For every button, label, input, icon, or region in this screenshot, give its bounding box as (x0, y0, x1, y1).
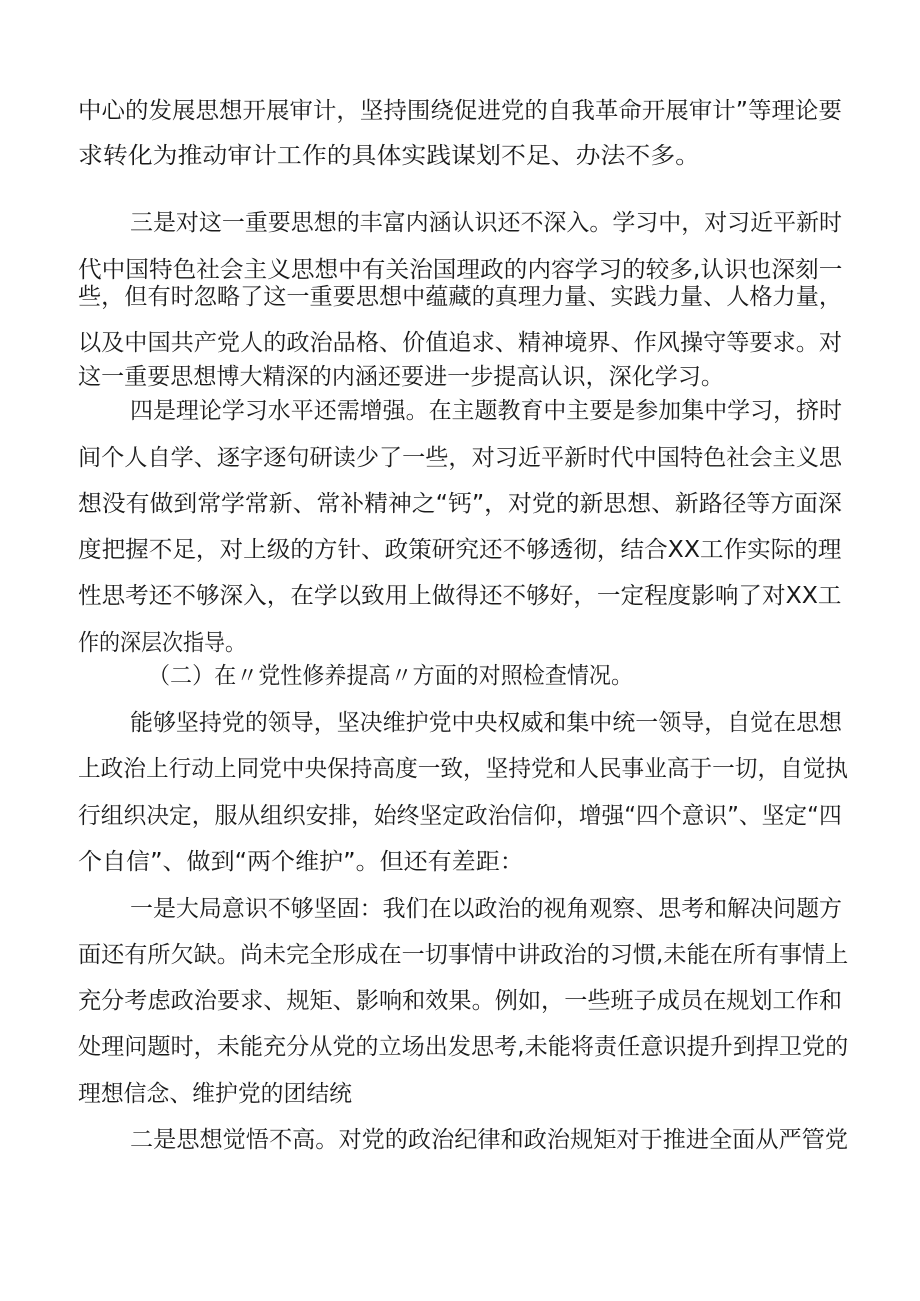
text-line: 二是思想觉悟不高。对党的政治纪律和政治规矩对于推进全面从严管党 (130, 1127, 848, 1153)
text-line: 一是大局意识不够坚固：我们在以政治的视角观察、思考和解决问题方 (130, 896, 843, 922)
text-line: 上政治上行动上同党中央保持高度一致，坚持党和人民事业高于一切，自觉执 (78, 756, 849, 782)
text-line: 以及中国共产党人的政治品格、价值追求、精神境界、作风操守等要求。对 (78, 330, 843, 356)
text-line: 代中国特色社会主义思想中有关治国理政的内容学习的较多,认识也深刻一 (78, 257, 843, 283)
section-heading: （二）在〃党性修养提高〃方面的对照检查情况。 (148, 663, 634, 689)
text-line: 这一重要思想博大精深的内涵还要进一步提高认识，深化学习。 (78, 364, 724, 390)
text-line: 求转化为推动审计工作的具体实践谋划不足、办法不多。 (78, 143, 700, 169)
text-line: 想没有做到常学常新、常补精神之“钙”，对党的新思想、新路径等方面深 (78, 491, 842, 517)
text-line: 作的深层次指导。 (78, 630, 246, 656)
text-line: 度把握不足，对上级的方针、政策研究还不够透彻，结合XX工作实际的理 (78, 537, 842, 563)
text-line: 个自信”、做到“两个维护”。但还有差距： (78, 849, 524, 875)
text-line: 间个人自学、逐字逐句研读少了一些，对习近平新时代中国特色社会主义思 (78, 445, 843, 471)
text-line: 面还有所欠缺。尚未完全形成在一切事情中讲政治的习惯,未能在所有事情上 (78, 942, 849, 968)
text-line: 处理问题时，未能充分从党的立场出发思考,未能将责任意识提升到捍卫党的 (78, 1034, 849, 1060)
text-line: 理想信念、维护党的团结统 (78, 1081, 353, 1107)
text-line: 四是理论学习水平还需增强。在主题教育中主要是参加集中学习，挤时 (130, 398, 843, 424)
text-line: 能够坚持党的领导，坚决维护党中央权威和集中统一领导，自觉在思想 (130, 710, 843, 736)
text-line: 性思考还不够深入，在学以致用上做得还不够好，一定程度影响了对XX工 (78, 583, 842, 609)
text-line: 行组织决定，服从组织安排，始终坚定政治信仰，增强“四个意识”、坚定“四 (78, 803, 842, 829)
text-line: 三是对这一重要思想的丰富内涵认识还不深入。学习中，对习近平新时 (130, 210, 843, 236)
text-line: 中心的发展思想开展审计，坚持围绕促进党的自我革命开展审计”等理论要 (78, 98, 842, 124)
text-line: 充分考虑政治要求、规矩、影响和效果。例如，一些班子成员在规划工作和 (78, 988, 843, 1014)
text-line: 些，但有时忽略了这一重要思想中蕴藏的真理力量、实践力量、人格力量， (78, 284, 843, 310)
